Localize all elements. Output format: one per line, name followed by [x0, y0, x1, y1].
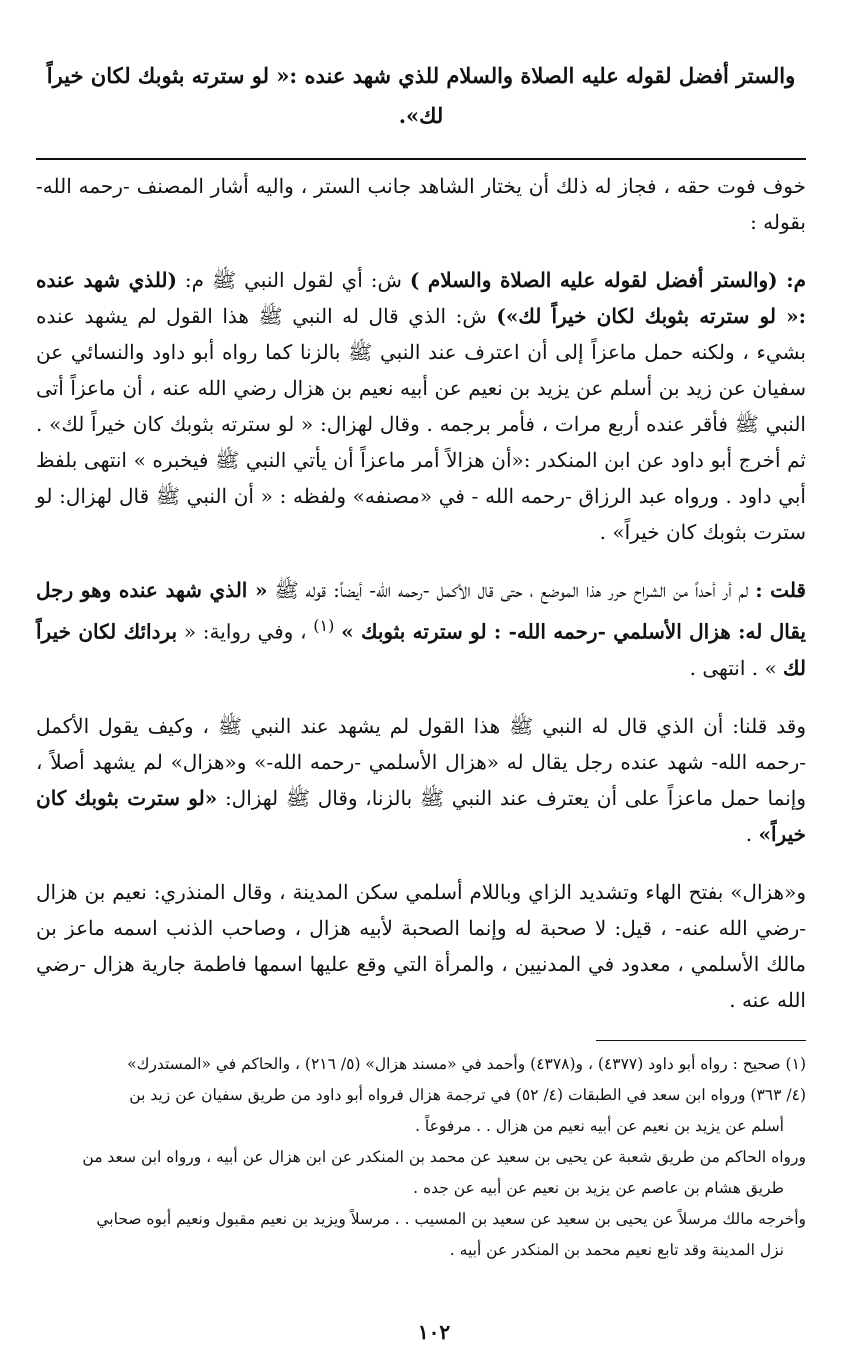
paragraph-4: [36, 708, 806, 852]
header-divider: [36, 158, 806, 160]
paragraph-5-text: و«هزال» بفتح الهاء وتشديد الزاي وباللام أسلمي سكن المدينة ، وقال المنذري: نعيم بن هزال -رضي الله عنه- ، قيل: لا صحبة له وإنما الصحبة لأبيه هزال ، وصاحب الذنب اسمه ماعز بن مالك الأسلمي ، معدود في المدنيين ، والمرأة التي وقع عليها اسمها فاطمة جارية هزال -رضي الله عنه .: [36, 879, 806, 1012]
footnote-1-line-3: أسلم عن يزيد بن نعيم عن أبيه نعيم من هزال . . مرفوعاً .: [415, 1116, 784, 1135]
paragraph-4-text-b: .: [745, 821, 759, 846]
footnote-1-line-4: ورواه الحاكم من طريق شعبة عن يحيى بن سعيد عن محمد بن المنكدر عن ابن هزال عن أبيه ، ورواه ابن سعد من: [82, 1147, 806, 1166]
paragraph-2-lead: م: (والستر أفضل لقوله عليه الصلاة والسلام ): [409, 268, 806, 292]
footnote-1-line-6: وأخرجه مالك مرسلاً عن يحيى بن سعيد عن سعيد بن المسيب . . مرسلاً ويزيد بن نعيم مقبول ونعيم أبوه صحابي: [96, 1209, 806, 1228]
paragraph-1-text: خوف فوت حقه ، فجاز له ذلك أن يختار الشاهد جانب الستر ، واليه أشار المصنف -رحمه الله- بقوله :: [36, 174, 806, 234]
paragraph-3-quote-2: بردائك لكان خيراً لك: [36, 619, 806, 680]
footnote-marker-1[interactable]: (١): [313, 616, 335, 635]
paragraph-1: [36, 168, 806, 240]
footnote-1-line-7: نزل المدينة وقد تابع نعيم محمد بن المنكدر عن أبيه .: [449, 1240, 784, 1259]
page-header: [36, 56, 806, 136]
paragraph-3-lead: قلت :: [755, 578, 806, 602]
page-body: [36, 56, 806, 1266]
paragraph-4-quote: «لو سترت بثوبك كان خيراً»: [36, 785, 806, 846]
footnote-1-line-2: (٤/ ٣٦٣) ورواه ابن سعد في الطبقات (٤/ ٥٢) في ترجمة هزال فرواه أبو داود من طريق سفيان عن زيد بن: [129, 1085, 806, 1104]
paragraph-2-quote: (للذي شهد عنده :« لو سترته بثوبك لكان خيراً لك»): [36, 268, 806, 328]
paragraph-3-text-a: لم أر أحداً من الشراح حرر هذا الموضع ، حتى قال الأكمل -رحمه الله- أيضاً: قوله ﷺ: [267, 578, 756, 602]
paragraph-3-text-c: » . انتهى .: [689, 655, 784, 680]
page-number: ١٠٢: [417, 1320, 451, 1344]
footnotes: [36, 1049, 806, 1266]
paragraph-3: [36, 572, 806, 686]
footnote-divider: [596, 1040, 806, 1041]
paragraph-3-text-b: ، وفي رواية: «: [177, 619, 314, 644]
paragraph-3-quote: « الذي شهد عنده وهو رجل يقال له: هزال الأسلمي -رحمه الله- : لو سترته بثوبك »: [36, 578, 807, 644]
paragraph-2-text-a: ش: أي لقول النبي ﷺ م:: [176, 268, 410, 292]
footnote-1-line-1: (١) صحيح : رواه أبو داود (٤٣٧٧) ، و(٤٣٧٨) وأحمد في «مسند هزال» (٥/ ٢١٦) ، والحاكم في «المستدرك»: [127, 1054, 806, 1073]
paragraph-2: [36, 262, 806, 550]
paragraph-4-text-a: وقد قلنا: أن الذي قال له النبي ﷺ هذا القول لم يشهد عند النبي ﷺ ، وكيف يقول الأكمل -رحمه الله- شهد عنده رجل يقال له «هزال الأسلمي -رحمه الله-» و«هزال» لم يشهد أصلاً ، وإنما حمل ماعزاً على أن يعترف عند النبي ﷺ بالزنا، وقال ﷺ لهزال:: [36, 713, 806, 810]
paragraph-2-text-b: ش: الذي قال له النبي ﷺ هذا القول لم يشهد عنده بشيء ، ولكنه حمل ماعزاً إلى أن اعترف عند النبي ﷺ بالزنا كما رواه أبو داود والنسائي عن سفيان عن زيد بن أسلم عن يزيد بن نعيم عن أبيه نعيم بن هزال رضي الله عنه ، أن ماعزاً أتى النبي ﷺ فأقر عنده أربع مرات ، فأمر برجمه . وقال لهزال: « لو سترته بثوبك كان خيراً لك» . ثم أخرج أبو داود عن ابن المنكدر :«أن هزالاً أمر ماعزاً أن يأتي النبي ﷺ فيخبره » انتهى بلفظ أبي داود . ورواه عبد الرزاق -رحمه الله - في «مصنفه» ولفظه : « أن النبي ﷺ قال لهزال: لو سترت بثوبك كان خيراً» .: [36, 304, 806, 544]
paragraph-5: [36, 874, 806, 1018]
footnote-1-line-5: طريق هشام بن عاصم عن يزيد بن نعيم عن أبيه عن جده .: [413, 1178, 784, 1197]
header-title: والستر أفضل لقوله عليه الصلاة والسلام للذي شهد عنده :« لو سترته بثوبك لكان خيراً لك».: [46, 63, 796, 128]
